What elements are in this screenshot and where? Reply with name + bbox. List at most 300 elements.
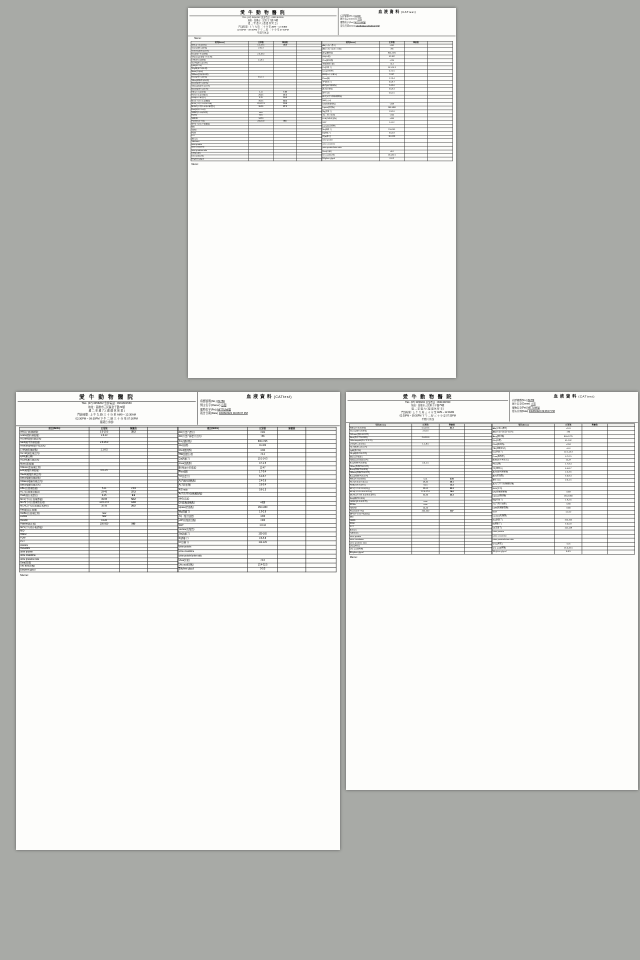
analyte-name: %Baso(嗜鹼性球比例) [349, 471, 412, 474]
analyte-name: Uric acid(尿酸) [322, 154, 379, 158]
analyte-name: HGB(血紅素濃度) [20, 494, 90, 498]
analyte-name: %Baso(嗜鹼性球比例) [191, 85, 248, 88]
reference-range: 200-500 [248, 120, 273, 123]
measured-value [582, 550, 608, 554]
analyte-name: Na(鈉離子) [322, 128, 379, 132]
analyte-name: WBC(白血球總數) [349, 427, 412, 430]
col-value-2: 無量值 [278, 427, 306, 430]
analyte-name: Grans(顆粒球總數) [191, 47, 248, 50]
analyte-name: PCT [20, 540, 90, 544]
analyte-name: LyM(淋巴球) [349, 449, 412, 452]
col-normal-2: 正常值 [248, 427, 278, 430]
analyte-name: Lactate(乳酸鹽) [492, 514, 555, 518]
analyte-name: Platelet(血小板) [191, 120, 248, 123]
measured-value: 26.5 [119, 505, 147, 509]
analyte-name: PDW [20, 537, 90, 541]
analyte-name: NH3(氨氮) [178, 497, 248, 501]
analyte-name: Chol(膽固醇) [178, 448, 248, 452]
analyte-name: MCHC(平均紅血球色素濃度) [20, 505, 90, 509]
analyte-name: MCV(平均紅血球體積) [191, 100, 248, 103]
analyte-name: Alb(白蛋白濃度) [178, 431, 248, 435]
reference-range: <224 [379, 59, 404, 63]
measured-value [278, 567, 306, 572]
clinic-hours-1: 週 二 至 週 六 ( 週 週 休 營 業 ) [411, 407, 445, 411]
analyte-name: %MID [20, 533, 90, 537]
analyte-name: urine creatinine [322, 143, 379, 147]
analyte-name: Lipase(脂肪酶) [322, 106, 379, 110]
col-item: 項目(Items) [191, 41, 248, 44]
analyte-name: MCH(平均紅血球血色素) [349, 491, 412, 494]
memo-bottom-top: Memo: [191, 163, 199, 166]
reference-range: 41-102 [248, 444, 278, 448]
col-value-2: 無量值 [404, 41, 428, 44]
reference-range: <224 [555, 443, 582, 447]
hematology-table [349, 423, 492, 554]
analyte-name: CK(肌酸激酸酶) [178, 501, 248, 505]
analyte-name: LDH(乳酸脫氫酶) [178, 519, 248, 523]
analyte-name: Baso(嗜鹼性球比例) [349, 475, 412, 478]
reference-range: 14-20 [89, 519, 119, 523]
analyte-name: MID [349, 516, 412, 519]
analyte-name: Lipase(脂肪酶) [492, 494, 555, 498]
reference-range: 10.1-14.3 [555, 451, 582, 455]
analyte-name: urine protein [191, 143, 248, 146]
analyte-name: urine proteine ratio [20, 558, 90, 562]
analyte-name: Alb(白蛋白球蛋白比值) [492, 431, 555, 435]
clinic-name: 愛 牛 動 物 醫 院 [18, 393, 196, 402]
results-tables-left [16, 426, 340, 572]
analyte-name: TP(總蛋白) [178, 475, 248, 479]
reference-range: 2.6-18.0 [412, 436, 439, 439]
clinic-tel: TEL: (07) 3456202 急診電話 : 0931301530 [405, 400, 451, 404]
analyte-name: %Grans(顆粒球比例) [191, 50, 248, 53]
analyte-name: %AGrans [20, 547, 90, 551]
analyte-name: Phos(磷) [322, 77, 379, 81]
clinic-hours-4: 星期日 休診 [99, 420, 114, 424]
reference-range: 1.1-8.5 [89, 448, 119, 452]
analyte-name: Alb(白蛋白濃度) [492, 427, 555, 431]
reference-range: <400 [379, 117, 404, 121]
reference-range: 0.6-1.5 [412, 462, 439, 465]
spare-cell [306, 567, 336, 572]
reference-range [248, 158, 273, 161]
reference-range: 9-15 [412, 484, 439, 487]
analyte-name: Tri(三酸甘油脂) [322, 113, 379, 117]
analyte-name: PDW [191, 132, 248, 135]
analyte-name: Urea(尿素) [349, 545, 412, 548]
reference-range: 41-102 [379, 55, 404, 59]
report-page-right [346, 392, 638, 790]
reference-range: 0-0.5 [379, 157, 404, 161]
reference-range: <459 [379, 102, 404, 106]
analyte-name: TBil(總膽紅素) [178, 453, 248, 457]
reference-range: 41-102 [555, 439, 582, 443]
reference-range: 2.6-18.0 [89, 441, 119, 445]
spare-cell [465, 551, 492, 554]
reference-range: 800-1725 [555, 435, 582, 439]
spare-cell [607, 550, 634, 554]
analyte-name: Ethylene glycol [178, 567, 248, 572]
analyte-name: urine protein [20, 551, 90, 555]
analyte-name: Tri(三酸甘油脂) [178, 514, 248, 518]
analyte-name: LYM(淋巴球總數) [20, 448, 90, 452]
reference-range: 1.0-12 [248, 523, 278, 527]
reference-range: 2.9-13 [248, 47, 273, 50]
analyte-name: Mono(單核球) [20, 462, 90, 466]
analyte-name: RDWa [191, 114, 248, 117]
report-title: 血 液 資 料 (CATtest) [378, 9, 416, 14]
analyte-name: %LyM(淋巴球比例) [191, 67, 248, 70]
memo-bottom-left: Memo: [20, 573, 29, 577]
analyte-name: urine creatinine [20, 554, 90, 558]
reference-range: 9-15 [248, 97, 273, 100]
col-value-2: 無量值 [582, 424, 608, 427]
analyte-name: MID [20, 530, 90, 534]
analyte-name: %MID [191, 129, 248, 132]
analyte-name: %LYM(淋巴球比例) [191, 62, 248, 65]
analyte-name: urine creatinine [492, 534, 555, 538]
reference-range: 3.6-9.4 [555, 475, 582, 479]
measured-value: 35.3 [119, 431, 147, 435]
analyte-name: Mg(鎂離子) [492, 498, 555, 502]
analyte-name: urine protein [178, 545, 248, 549]
analyte-name: Ca(鈣離子) [492, 451, 555, 455]
reference-range: 14-20 [248, 117, 273, 120]
clinic-hours-2: 門診時間 : 上 午 九 時 三 十 分 至 AM9 ~ 12:30AM [238, 25, 288, 29]
analyte-name: urine proteine ratio [191, 149, 248, 152]
reference-range: 0.7-2.5 [555, 455, 582, 459]
reference-range: <224 [248, 448, 278, 452]
patient-field-1: 飼主名字(Owner) 小明 [200, 404, 227, 408]
reference-range: 0.6-1.5 [248, 76, 273, 79]
results-tables-right [346, 423, 638, 555]
analyte-name: PDW [349, 522, 412, 525]
measured-value: 37.3 [273, 94, 297, 97]
table-row [492, 550, 634, 554]
analyte-name: CK(肌酸激酸酶) [322, 102, 379, 106]
analyte-name: NH3(氨氮) [322, 99, 379, 103]
patient-field-1: 飼主名字(Owner) 小明 [512, 402, 536, 406]
reference-range: 5-11 [89, 487, 119, 491]
reference-range: 12.6-17.6 [248, 103, 273, 106]
analyte-name: %RDW [191, 117, 248, 120]
analyte-name: Uric acid(尿酸) [191, 155, 248, 158]
reference-range: 3.6-5.8 [248, 537, 278, 541]
analyte-name: K(鉀離子) [322, 132, 379, 136]
reference-range: 29-45 [412, 481, 439, 484]
reference-range: 2.4-3.6 [248, 479, 278, 483]
measured-value: 14.6 [439, 491, 465, 494]
col-normal: 正常值 [412, 424, 439, 427]
clinic-hours-3: 02:30PM ~ 09:30PM 下 午 二 時 三 十 分 至 07:30PM [75, 417, 138, 421]
analyte-name: Cl(氯離子) [322, 135, 379, 139]
patient-field-2: 寵物名字(Pet) MITTUM/貓 [200, 408, 231, 411]
reference-range: 29-45 [89, 491, 119, 495]
reference-range: <459 [248, 501, 278, 505]
reference-range: 1.0-12 [555, 510, 582, 514]
analyte-name: Eos(嗜酸性球總數) [20, 469, 90, 473]
analyte-name: Eos(嗜酸性球總數) [349, 462, 412, 465]
col-normal: 正常值 [248, 41, 273, 44]
analyte-name: MCV(平均紅血球體積) [349, 487, 412, 490]
reference-range: 10.1-14.3 [248, 457, 278, 461]
col-normal-2: 正常值 [379, 41, 404, 44]
analyte-name: Tri(三酸甘油脂) [492, 502, 555, 506]
reference-range: 5-11 [412, 478, 439, 481]
reference-range: 3.6-9.4 [248, 484, 278, 488]
analyte-name: TBil(總膽紅素) [322, 62, 379, 66]
reference-range: 800-1725 [379, 51, 404, 55]
analyte-name: TP(總蛋白) [322, 81, 379, 85]
analyte-name: MCH(平均紅血球血色素) [20, 501, 90, 505]
analyte-name: RBC(紅血球總數) [20, 487, 90, 491]
clinic-hours-2: 門診時間 : 上 午 九 時 三 十 分 至 AM9 ~ 12:30AM [77, 413, 136, 417]
analyte-name: Uric acid(尿酸) [178, 563, 248, 567]
reference-range: 0.6-1.5 [89, 469, 119, 473]
analyte-name: MID [191, 126, 248, 129]
analyte-name: AsT(天門冬胺酸轉胺酶) [178, 492, 248, 496]
reference-range: <400 [248, 519, 278, 523]
reference-range: 1.7-9.4 [379, 77, 404, 81]
measured-value: 7.39 [273, 91, 297, 94]
reference-range: 1.0-12 [379, 121, 404, 125]
analyte-name: HCT(紅血球容積比) [349, 481, 412, 484]
analyte-name: GGT [492, 510, 555, 514]
analyte-name: %Neutrophil(嗜中性比例) [191, 56, 248, 59]
report-page-top [188, 8, 456, 378]
memo-bottom-right: Memo: [349, 555, 358, 559]
report-page-left [16, 392, 340, 850]
analyte-name: Lactate(乳酸鹽) [322, 124, 379, 128]
analyte-name: AGrans [20, 544, 90, 548]
analyte-name: %RDW [349, 506, 412, 509]
reference-range: 13.4-32.5 [555, 546, 582, 550]
reference-range: 0-0.5 [555, 550, 582, 554]
measured-value: 10.2 [439, 484, 465, 487]
measured-value: 52.2 [119, 498, 147, 502]
col-normal-2: 正常值 [555, 424, 582, 427]
reference-range: 0.7-2.5 [379, 70, 404, 74]
analyte-name: %Eos(嗜酸性球比例) [20, 473, 90, 477]
report-title: 血 液 資 料 (CATtest) [553, 393, 595, 399]
clinic-hours-4: 星期日 休診 [421, 418, 434, 421]
analyte-name: Neut(嗜中性球總數) [191, 53, 248, 56]
analyte-name: ALP(鹼性磷酸酶) [492, 471, 555, 475]
patient-field-1: 飼主名字(Owner) 小明 [340, 17, 362, 21]
analyte-name: ALP(鹼性磷酸酶) [322, 84, 379, 88]
table-row [349, 551, 491, 554]
reference-range: <0.4 [248, 453, 278, 457]
analyte-name: BUN(血中尿素氮) [322, 73, 379, 77]
reference-range: 30-36 [248, 105, 273, 108]
analyte-name: Ethylene glycol [349, 551, 412, 554]
analyte-name: AsT(天門冬胺酸轉胺酶) [492, 482, 555, 486]
reference-range: 2.9-13 [412, 430, 439, 433]
analyte-name: Grans(顆粒球總數) [349, 430, 412, 433]
analyte-name: Reti(網狀紅血球) [20, 508, 90, 512]
analyte-name: Na(鈉離子) [492, 518, 555, 522]
analyte-name: CK(肌酸激酸酶) [492, 490, 555, 494]
reference-range: 1.9-2.6 [248, 510, 278, 514]
analyte-name: Uric acid(尿酸) [492, 546, 555, 550]
analyte-name: AGrans [191, 138, 248, 141]
analyte-name: %RBC(紅血球比例) [349, 500, 412, 503]
analyte-name: Mg(鎂離子) [178, 510, 248, 514]
analyte-name: %LYM(淋巴球比例) [20, 452, 90, 456]
analyte-name: Crea(肌酸酐) [492, 455, 555, 459]
analyte-name: Chol(膽固醇) [322, 59, 379, 63]
reference-range: 29-45 [248, 94, 273, 97]
reference-range: 12.6-17.6 [412, 491, 439, 494]
analyte-name: HGB(血紅素濃度) [191, 97, 248, 100]
analyte-name: %Neutrophil(嗜中性比例) [349, 440, 412, 443]
patient-field-0: 病歷號碼(No.) 81789 [200, 400, 225, 404]
biochemistry-table [492, 423, 635, 554]
reference-range: 2.4-3.6 [379, 84, 404, 88]
reference-range: 150-165 [555, 518, 582, 522]
analyte-name: GGT [322, 121, 379, 125]
analyte-name: LYM(淋巴球總數) [191, 59, 248, 62]
reference-range: 30-36 [412, 494, 439, 497]
reference-range: <101 [248, 431, 278, 435]
reference-range: <101 [555, 427, 582, 431]
reference-range: 1.9-2.6 [379, 110, 404, 114]
reference-range: 6.0-8.7 [379, 81, 404, 85]
analyte-name: ALT(肝指數) [178, 484, 248, 488]
analyte-name: Glu(血糖) [492, 439, 555, 443]
analyte-name: TP(總蛋白) [492, 467, 555, 471]
col-normal: 正常值 [89, 427, 119, 430]
reference-range: 2.4-3.6 [555, 471, 582, 475]
analyte-name: Cl(氯離子) [178, 541, 248, 545]
analyte-name: Chol(膽固醇) [492, 443, 555, 447]
analyte-name: Urea(尿素) [492, 542, 555, 546]
analyte-name: ALT(肝指數) [492, 475, 555, 479]
reference-range: 0.6-1.5 [379, 92, 404, 96]
reference-range: 2.6-18.0 [248, 53, 273, 56]
patient-field-2: 寵物名字(Pet) MITTUM/貓 [340, 21, 366, 24]
analyte-name: Mg(鎂離子) [322, 110, 379, 114]
analyte-name: Uric acid(尿酸) [349, 548, 412, 551]
col-value: 無量值 [273, 41, 297, 44]
analyte-name: urine protein [349, 535, 412, 538]
measured-value: 595 [119, 522, 147, 526]
patient-field-3: 報告日期(Date) 03/28/2022 09:08:37 PM [340, 24, 380, 27]
patient-field-2: 寵物名字(Pet) MITTUM/貓 [512, 406, 540, 410]
reference-range [89, 568, 119, 572]
reference-range: 13.4-32.5 [248, 563, 278, 567]
analyte-name: %Eos(嗜酸性球比例) [191, 79, 248, 82]
analyte-name: LyM(淋巴球) [20, 455, 90, 459]
reference-range: 30-36 [89, 505, 119, 509]
analyte-name: MCV(平均紅血球體積) [20, 498, 90, 502]
analyte-name: urine protein/urine ratio [178, 554, 248, 558]
col-item-2: 項目(Items) [322, 41, 379, 44]
analyte-name: %Mono(單核球比例) [191, 73, 248, 76]
analyte-name: A/G ratio [492, 478, 555, 482]
measured-value [273, 158, 297, 161]
reference-range: 6.0-8.7 [555, 467, 582, 471]
table-row [191, 158, 322, 161]
analyte-name: Reti(網狀紅血球) [191, 108, 248, 111]
clinic-hours-1: 週 二 至 週 六 ( 週 週 休 營 業 ) [247, 22, 278, 25]
analyte-name: HGB(血紅素濃度) [349, 484, 412, 487]
analyte-name: PCT [349, 526, 412, 529]
analyte-name: MPV(平均血小板體積) [349, 513, 412, 516]
measured-value [439, 551, 465, 554]
analyte-name: %Neutrophil(嗜中性比例) [20, 445, 90, 449]
clinic-address: 地址 : 高雄市三民區金子路79號 [411, 404, 445, 407]
analyte-name: urine protein [322, 139, 379, 143]
analyte-name: Ca(鈣離子) [178, 457, 248, 461]
patient-field-0: 病歷號碼(No.) 81789 [512, 399, 535, 402]
reference-range: 150-165 [248, 532, 278, 536]
reference-range: <200 [555, 502, 582, 506]
patient-field-0: 病歷號碼(No.) 81789 [340, 14, 361, 18]
measured-value: 7.14 [119, 487, 147, 491]
analyte-name: Baso(嗜鹼性球比例) [20, 484, 90, 488]
analyte-name: K(鉀離子) [178, 537, 248, 541]
col-item: 項目(Items) [349, 424, 412, 427]
analyte-name: Amy(澱粉酶) [178, 439, 248, 443]
col-item-2: 項目(Items) [492, 424, 555, 427]
analyte-name: NH3(氨氮) [492, 486, 555, 490]
analyte-name: Alb(白蛋白濃度) [322, 44, 379, 48]
analyte-name: ALT(肝指數) [322, 88, 379, 92]
reference-range: 3.6-9.4 [379, 88, 404, 92]
analyte-name: Eos(嗜酸性球總數) [191, 76, 248, 79]
reference-range: <0.6 [379, 150, 404, 154]
reference-range: 112-129 [555, 526, 582, 530]
results-tables [188, 40, 456, 161]
reference-range: new [412, 503, 439, 506]
analyte-name: MPV(平均血小板體積) [191, 123, 248, 126]
measured-value: 801 [273, 120, 297, 123]
reference-range: 1.9-2.6 [555, 498, 582, 502]
measured-value: 38.8 [273, 44, 297, 47]
analyte-name: Phos(磷) [178, 470, 248, 474]
clinic-hours-1: 週 二 至 週 六 ( 週 週 休 營 業 ) [88, 409, 125, 413]
measured-value: 10.2 [273, 97, 297, 100]
reference-range: 1.7-9.4 [248, 470, 278, 474]
analyte-name: urine proteine ratio [349, 541, 412, 544]
measured-value [119, 568, 147, 572]
measured-value [404, 157, 428, 161]
reference-range: new [248, 111, 273, 114]
analyte-name: Crea(肌酸酐) [178, 461, 248, 465]
reference-range: 800-1725 [248, 439, 278, 443]
analyte-name: Cl(氯離子) [492, 526, 555, 530]
reference-range: 14-20 [412, 506, 439, 509]
clinic-tel: TEL: (07) 3456202 急診電話 : 0931301530 [81, 401, 132, 405]
hematology-table [191, 41, 322, 161]
analyte-name: Urea(尿素) [191, 152, 248, 155]
analyte-name: Neut(嗜中性球總數) [20, 441, 90, 445]
spare-cell [148, 568, 178, 572]
reference-range: 39-55 [248, 100, 273, 103]
analyte-name: urine creatinine [178, 550, 248, 554]
analyte-name: %Mono(單核球比例) [349, 459, 412, 462]
analyte-name: %RDW [20, 519, 90, 523]
col-item: 項目(Items) [20, 427, 90, 430]
analyte-name: Glu(血糖) [178, 444, 248, 448]
analyte-name: MCHC(平均紅血球色素濃度) [191, 105, 248, 108]
clinic-hours-4: 星期日 休診 [257, 31, 269, 35]
analyte-name: A/G ratio [178, 488, 248, 492]
analyte-name: Ethylene glycol [322, 157, 379, 161]
reference-range: 160-1460 [379, 106, 404, 110]
reference-range: new [248, 114, 273, 117]
